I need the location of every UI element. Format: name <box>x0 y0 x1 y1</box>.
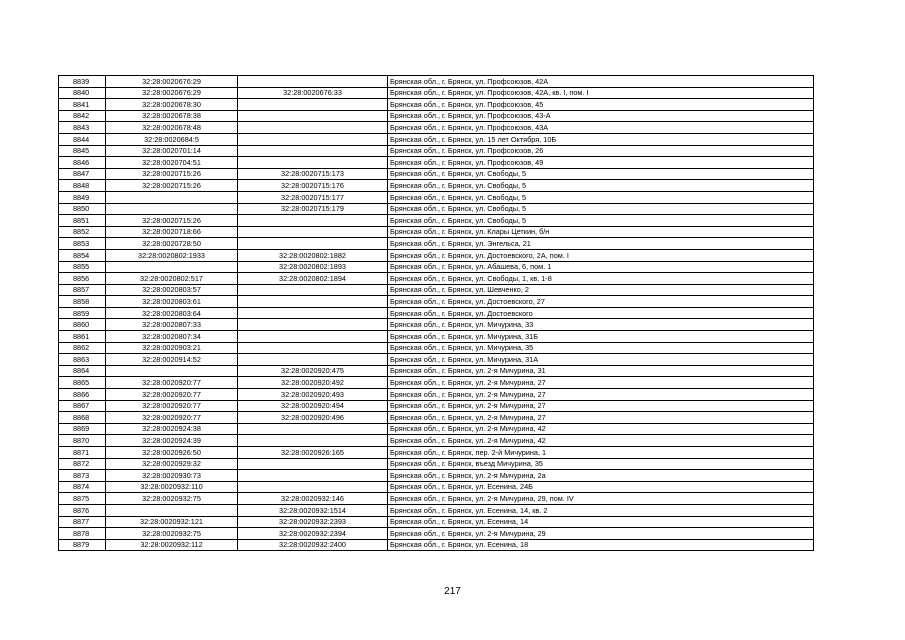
premises-cadastral-number-cell <box>238 122 388 134</box>
row-number-cell: 8857 <box>59 284 106 296</box>
premises-cadastral-number-cell: 32:28:0020932:2393 <box>238 516 388 528</box>
table-row <box>59 400 814 412</box>
premises-cadastral-number-cell <box>238 458 388 470</box>
cadastral-number-cell: 32:28:0020715:26 <box>106 180 238 192</box>
table-row <box>59 389 814 401</box>
address-cell: Брянская обл., г. Брянск, въезд Мичурина, 35 <box>388 458 814 470</box>
address-cell: Брянская обл., г. Брянск, ул. Абашева, 6, пом. 1 <box>388 261 814 273</box>
cadastral-number-cell: 32:28:0020924:39 <box>106 435 238 447</box>
premises-cadastral-number-cell: 32:28:0020715:173 <box>238 168 388 180</box>
address-cell: Брянская обл., г. Брянск, ул. 2-я Мичурина, 27 <box>388 377 814 389</box>
address-cell: Брянская обл., г. Брянск, ул. Есенина, 24Б <box>388 481 814 493</box>
cadastral-number-cell <box>106 203 238 215</box>
cadastral-number-cell: 32:28:0020932:110 <box>106 481 238 493</box>
address-cell: Брянская обл., г. Брянск, ул. Мичурина, 33 <box>388 319 814 331</box>
cadastral-number-cell: 32:28:0020803:64 <box>106 307 238 319</box>
cadastral-number-cell: 32:28:0020676:29 <box>106 76 238 88</box>
premises-cadastral-number-cell: 32:28:0020802:1882 <box>238 249 388 261</box>
cadastral-number-cell: 32:28:0020676:29 <box>106 87 238 99</box>
cadastral-number-cell: 32:28:0020678:48 <box>106 122 238 134</box>
row-number-cell: 8846 <box>59 157 106 169</box>
table-row <box>59 76 814 88</box>
table-row <box>59 412 814 424</box>
property-table <box>58 75 814 551</box>
cadastral-number-cell: 32:28:0020803:61 <box>106 296 238 308</box>
cadastral-number-cell: 32:28:0020678:30 <box>106 99 238 111</box>
premises-cadastral-number-cell: 32:28:0020920:492 <box>238 377 388 389</box>
address-cell: Брянская обл., г. Брянск, ул. 2-я Мичурина, 29 <box>388 528 814 540</box>
row-number-cell: 8875 <box>59 493 106 505</box>
row-number-cell: 8869 <box>59 423 106 435</box>
table-row <box>59 354 814 366</box>
cadastral-number-cell <box>106 504 238 516</box>
address-cell: Брянская обл., г. Брянск, ул. 2-я Мичурина, 27 <box>388 400 814 412</box>
address-cell: Брянская обл., г. Брянск, ул. Профсоюзов, 42А, кв. I, пом. I <box>388 87 814 99</box>
address-cell: Брянская обл., г. Брянск, ул. Профсоюзов, 49 <box>388 157 814 169</box>
address-cell: Брянская обл., г. Брянск, ул. 2-я Мичурина, 31 <box>388 365 814 377</box>
cadastral-number-cell: 32:28:0020807:33 <box>106 319 238 331</box>
premises-cadastral-number-cell: 32:28:0020920:494 <box>238 400 388 412</box>
table-row <box>59 203 814 215</box>
address-cell: Брянская обл., г. Брянск, ул. Профсоюзов, 43А <box>388 122 814 134</box>
address-cell: Брянская обл., г. Брянск, ул. 2-я Мичурина, 2а <box>388 470 814 482</box>
row-number-cell: 8842 <box>59 110 106 122</box>
table-row <box>59 447 814 459</box>
premises-cadastral-number-cell <box>238 238 388 250</box>
premises-cadastral-number-cell: 32:28:0020715:176 <box>238 180 388 192</box>
cadastral-number-cell: 32:28:0020903:21 <box>106 342 238 354</box>
row-number-cell: 8860 <box>59 319 106 331</box>
table-row <box>59 87 814 99</box>
address-cell: Брянская обл., г. Брянск, ул. Мичурина, 31А <box>388 354 814 366</box>
row-number-cell: 8878 <box>59 528 106 540</box>
row-number-cell: 8841 <box>59 99 106 111</box>
address-cell: Брянская обл., г. Брянск, ул. 2-я Мичурина, 29, пом. IV <box>388 493 814 505</box>
premises-cadastral-number-cell <box>238 76 388 88</box>
row-number-cell: 8872 <box>59 458 106 470</box>
cadastral-number-cell: 32:28:0020802:517 <box>106 273 238 285</box>
cadastral-number-cell: 32:28:0020718:66 <box>106 226 238 238</box>
row-number-cell: 8849 <box>59 191 106 203</box>
table-row <box>59 110 814 122</box>
table-row <box>59 157 814 169</box>
premises-cadastral-number-cell <box>238 354 388 366</box>
address-cell: Брянская обл., г. Брянск, ул. Свободы, 5 <box>388 203 814 215</box>
address-cell: Брянская обл., г. Брянск, ул. Энгельса, 21 <box>388 238 814 250</box>
premises-cadastral-number-cell: 32:28:0020932:2394 <box>238 528 388 540</box>
cadastral-number-cell <box>106 365 238 377</box>
address-cell: Брянская обл., г. Брянск, ул. 2-я Мичурина, 27 <box>388 412 814 424</box>
premises-cadastral-number-cell <box>238 342 388 354</box>
table-row <box>59 122 814 134</box>
table-row <box>59 133 814 145</box>
cadastral-number-cell: 32:28:0020715:26 <box>106 168 238 180</box>
cadastral-number-cell: 32:28:0020932:75 <box>106 528 238 540</box>
table-body <box>59 76 814 551</box>
address-cell: Брянская обл., г. Брянск, ул. Достоевского, 27 <box>388 296 814 308</box>
premises-cadastral-number-cell <box>238 470 388 482</box>
cadastral-number-cell: 32:28:0020924:38 <box>106 423 238 435</box>
row-number-cell: 8847 <box>59 168 106 180</box>
premises-cadastral-number-cell: 32:28:0020932:2400 <box>238 539 388 551</box>
address-cell: Брянская обл., г. Брянск, пер. 2-й Мичурина, 1 <box>388 447 814 459</box>
premises-cadastral-number-cell <box>238 110 388 122</box>
table-row <box>59 516 814 528</box>
address-cell: Брянская обл., г. Брянск, ул. Есенина, 14, кв. 2 <box>388 504 814 516</box>
address-cell: Брянская обл., г. Брянск, ул. Мичурина, 31Б <box>388 331 814 343</box>
cadastral-number-cell: 32:28:0020920:77 <box>106 389 238 401</box>
premises-cadastral-number-cell: 32:28:0020802:1893 <box>238 261 388 273</box>
cadastral-number-cell: 32:28:0020932:121 <box>106 516 238 528</box>
premises-cadastral-number-cell: 32:28:0020932:146 <box>238 493 388 505</box>
table-row <box>59 504 814 516</box>
table-row <box>59 539 814 551</box>
cadastral-number-cell: 32:28:0020932:112 <box>106 539 238 551</box>
premises-cadastral-number-cell: 32:28:0020926:165 <box>238 447 388 459</box>
table-row <box>59 249 814 261</box>
table-row <box>59 168 814 180</box>
table-row <box>59 238 814 250</box>
table-row <box>59 261 814 273</box>
row-number-cell: 8864 <box>59 365 106 377</box>
premises-cadastral-number-cell <box>238 99 388 111</box>
premises-cadastral-number-cell: 32:28:0020920:496 <box>238 412 388 424</box>
row-number-cell: 8852 <box>59 226 106 238</box>
table-row <box>59 458 814 470</box>
cadastral-number-cell: 32:28:0020920:77 <box>106 400 238 412</box>
row-number-cell: 8879 <box>59 539 106 551</box>
row-number-cell: 8858 <box>59 296 106 308</box>
address-cell: Брянская обл., г. Брянск, ул. Достоевского <box>388 307 814 319</box>
address-cell: Брянская обл., г. Брянск, ул. Профсоюзов, 26 <box>388 145 814 157</box>
address-cell: Брянская обл., г. Брянск, ул. Мичурина, 35 <box>388 342 814 354</box>
cadastral-number-cell: 32:28:0020920:77 <box>106 377 238 389</box>
table-row <box>59 145 814 157</box>
premises-cadastral-number-cell <box>238 226 388 238</box>
row-number-cell: 8862 <box>59 342 106 354</box>
address-cell: Брянская обл., г. Брянск, ул. Шевченко, 2 <box>388 284 814 296</box>
row-number-cell: 8871 <box>59 447 106 459</box>
table-row <box>59 377 814 389</box>
cadastral-number-cell: 32:28:0020920:77 <box>106 412 238 424</box>
row-number-cell: 8848 <box>59 180 106 192</box>
table-row <box>59 284 814 296</box>
cadastral-number-cell: 32:28:0020728:50 <box>106 238 238 250</box>
row-number-cell: 8843 <box>59 122 106 134</box>
row-number-cell: 8850 <box>59 203 106 215</box>
table-row <box>59 470 814 482</box>
row-number-cell: 8855 <box>59 261 106 273</box>
address-cell: Брянская обл., г. Брянск, ул. 15 лет Октября, 10Б <box>388 133 814 145</box>
row-number-cell: 8867 <box>59 400 106 412</box>
table-row <box>59 273 814 285</box>
table-row <box>59 435 814 447</box>
row-number-cell: 8854 <box>59 249 106 261</box>
premises-cadastral-number-cell <box>238 157 388 169</box>
address-cell: Брянская обл., г. Брянск, ул. Достоевского, 2А, пом. I <box>388 249 814 261</box>
row-number-cell: 8868 <box>59 412 106 424</box>
row-number-cell: 8873 <box>59 470 106 482</box>
row-number-cell: 8865 <box>59 377 106 389</box>
address-cell: Брянская обл., г. Брянск, ул. Профсоюзов, 43-А <box>388 110 814 122</box>
premises-cadastral-number-cell: 32:28:0020715:179 <box>238 203 388 215</box>
table-row <box>59 481 814 493</box>
table-row <box>59 307 814 319</box>
address-cell: Брянская обл., г. Брянск, ул. Клары Цеткин, б/н <box>388 226 814 238</box>
table-row <box>59 296 814 308</box>
cadastral-number-cell <box>106 261 238 273</box>
table-row <box>59 191 814 203</box>
row-number-cell: 8870 <box>59 435 106 447</box>
premises-cadastral-number-cell <box>238 215 388 227</box>
row-number-cell: 8859 <box>59 307 106 319</box>
table-row <box>59 99 814 111</box>
table-row <box>59 226 814 238</box>
address-cell: Брянская обл., г. Брянск, ул. Есенина, 18 <box>388 539 814 551</box>
row-number-cell: 8863 <box>59 354 106 366</box>
address-cell: Брянская обл., г. Брянск, ул. Профсоюзов, 45 <box>388 99 814 111</box>
table-row <box>59 365 814 377</box>
row-number-cell: 8866 <box>59 389 106 401</box>
table-row <box>59 528 814 540</box>
page-number: 217 <box>444 586 461 597</box>
row-number-cell: 8851 <box>59 215 106 227</box>
cadastral-number-cell: 32:28:0020802:1933 <box>106 249 238 261</box>
premises-cadastral-number-cell: 32:28:0020715:177 <box>238 191 388 203</box>
table-row <box>59 331 814 343</box>
row-number-cell: 8853 <box>59 238 106 250</box>
cadastral-number-cell: 32:28:0020930:73 <box>106 470 238 482</box>
premises-cadastral-number-cell <box>238 435 388 447</box>
cadastral-number-cell: 32:28:0020684:5 <box>106 133 238 145</box>
address-cell: Брянская обл., г. Брянск, ул. Свободы, 1, кв. 1-8 <box>388 273 814 285</box>
premises-cadastral-number-cell <box>238 481 388 493</box>
premises-cadastral-number-cell <box>238 296 388 308</box>
cadastral-number-cell: 32:28:0020715:26 <box>106 215 238 227</box>
premises-cadastral-number-cell: 32:28:0020932:1514 <box>238 504 388 516</box>
premises-cadastral-number-cell <box>238 331 388 343</box>
row-number-cell: 8844 <box>59 133 106 145</box>
cadastral-number-cell: 32:28:0020803:57 <box>106 284 238 296</box>
table-row <box>59 180 814 192</box>
row-number-cell: 8861 <box>59 331 106 343</box>
address-cell: Брянская обл., г. Брянск, ул. Профсоюзов, 42А <box>388 76 814 88</box>
row-number-cell: 8877 <box>59 516 106 528</box>
address-cell: Брянская обл., г. Брянск, ул. 2-я Мичурина, 42 <box>388 423 814 435</box>
cadastral-number-cell <box>106 191 238 203</box>
cadastral-number-cell: 32:28:0020926:50 <box>106 447 238 459</box>
address-cell: Брянская обл., г. Брянск, ул. Свободы, 5 <box>388 180 814 192</box>
table-row <box>59 342 814 354</box>
cadastral-number-cell: 32:28:0020807:34 <box>106 331 238 343</box>
cadastral-number-cell: 32:28:0020704:51 <box>106 157 238 169</box>
premises-cadastral-number-cell: 32:28:0020920:475 <box>238 365 388 377</box>
premises-cadastral-number-cell <box>238 319 388 331</box>
row-number-cell: 8839 <box>59 76 106 88</box>
address-cell: Брянская обл., г. Брянск, ул. Есенина, 14 <box>388 516 814 528</box>
cadastral-number-cell: 32:28:0020914:52 <box>106 354 238 366</box>
address-cell: Брянская обл., г. Брянск, ул. Свободы, 5 <box>388 191 814 203</box>
address-cell: Брянская обл., г. Брянск, ул. Свободы, 5 <box>388 168 814 180</box>
cadastral-number-cell: 32:28:0020701:14 <box>106 145 238 157</box>
table-row <box>59 423 814 435</box>
premises-cadastral-number-cell <box>238 284 388 296</box>
row-number-cell: 8856 <box>59 273 106 285</box>
address-cell: Брянская обл., г. Брянск, ул. 2-я Мичурина, 27 <box>388 389 814 401</box>
cadastral-number-cell: 32:28:0020932:75 <box>106 493 238 505</box>
cadastral-number-cell: 32:28:0020678:38 <box>106 110 238 122</box>
table-row <box>59 215 814 227</box>
table-row <box>59 319 814 331</box>
premises-cadastral-number-cell <box>238 307 388 319</box>
address-cell: Брянская обл., г. Брянск, ул. 2-я Мичурина, 42 <box>388 435 814 447</box>
cadastral-number-cell: 32:28:0020929:32 <box>106 458 238 470</box>
row-number-cell: 8845 <box>59 145 106 157</box>
premises-cadastral-number-cell <box>238 145 388 157</box>
premises-cadastral-number-cell <box>238 133 388 145</box>
address-cell: Брянская обл., г. Брянск, ул. Свободы, 5 <box>388 215 814 227</box>
row-number-cell: 8874 <box>59 481 106 493</box>
row-number-cell: 8876 <box>59 504 106 516</box>
premises-cadastral-number-cell: 32:28:0020920:493 <box>238 389 388 401</box>
row-number-cell: 8840 <box>59 87 106 99</box>
table-row <box>59 493 814 505</box>
premises-cadastral-number-cell: 32:28:0020676:33 <box>238 87 388 99</box>
premises-cadastral-number-cell: 32:28:0020802:1894 <box>238 273 388 285</box>
premises-cadastral-number-cell <box>238 423 388 435</box>
